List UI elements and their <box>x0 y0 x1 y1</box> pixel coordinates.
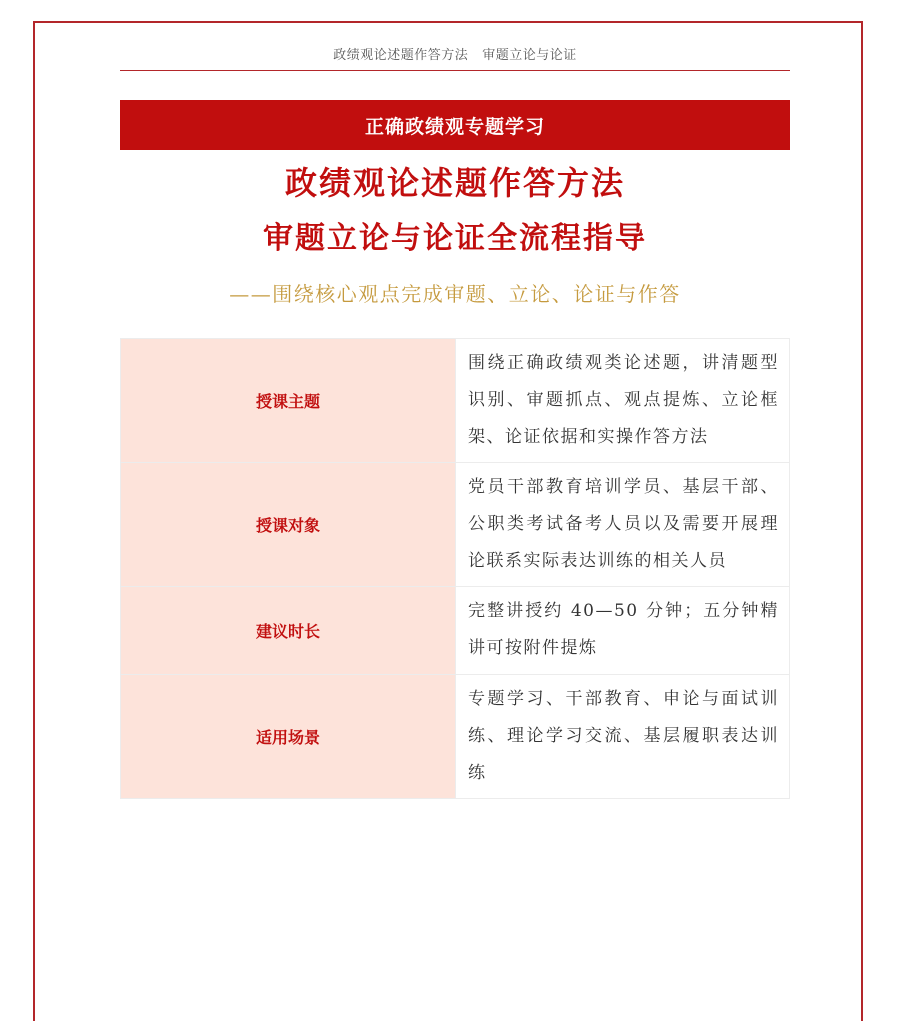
table-row <box>121 463 790 587</box>
row-label-duration: 建议时长 <box>121 587 456 675</box>
running-header <box>120 44 790 63</box>
page-title: 政绩观论述题作答方法 <box>284 164 625 202</box>
course-info-table <box>120 338 790 799</box>
row-label-scenarios: 适用场景 <box>121 675 456 799</box>
running-header-left: 政绩观论述题作答方法 <box>333 48 469 63</box>
table-row <box>121 587 790 675</box>
header-rule <box>120 70 790 71</box>
table-row <box>121 339 790 463</box>
running-header-right: 审题立论与论证 <box>482 48 577 63</box>
row-label-audience: 授课对象 <box>121 463 456 587</box>
row-label-topic: 授课主题 <box>121 339 456 463</box>
banner-text: 正确政绩观专题学习 <box>364 115 545 138</box>
row-value-duration: 完整讲授约 40—50 分钟；五分钟精讲可按附件提炼 <box>456 587 790 675</box>
row-value-topic: 围绕正确政绩观类论述题，讲清题型识别、审题抓点、观点提炼、立论框架、论证依据和实操作答方法 <box>456 339 790 463</box>
row-value-audience: 党员干部教育培训学员、基层干部、公职类考试备考人员以及需要开展理论联系实际表达训练的相关人员 <box>456 463 790 587</box>
topic-banner <box>120 100 790 150</box>
row-value-scenarios: 专题学习、干部教育、申论与面试训练、理论学习交流、基层履职表达训练 <box>456 675 790 799</box>
table-row <box>121 675 790 799</box>
page-tagline: ——围绕核心观点完成审题、立论、论证与作答 <box>229 282 681 306</box>
page-subtitle: 审题立论与论证全流程指导 <box>263 221 647 256</box>
